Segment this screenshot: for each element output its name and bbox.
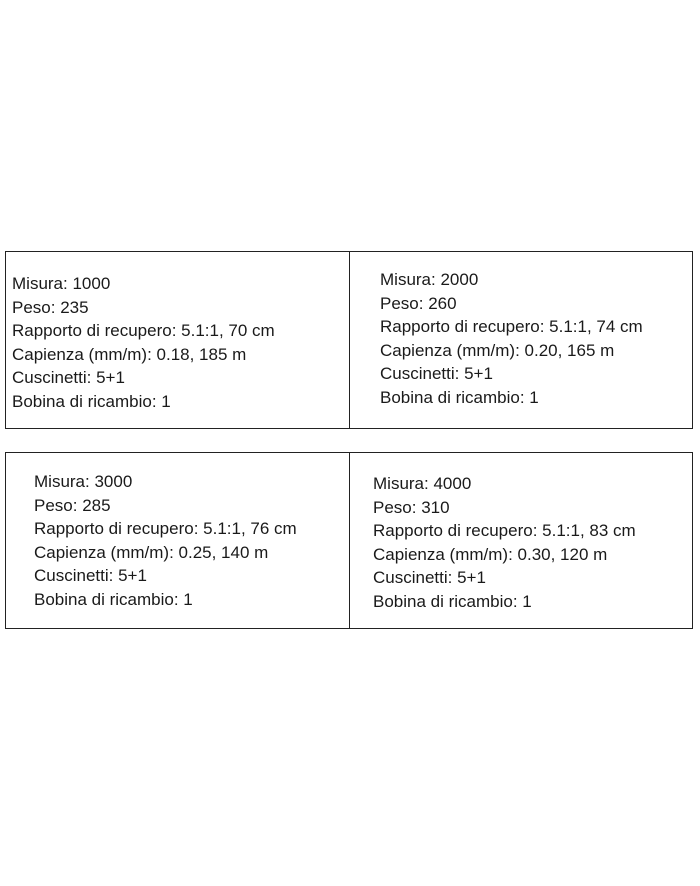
line-capacity-line: Capienza (mm/m): 0.30, 120 m <box>373 544 608 564</box>
spare-spool-line: Bobina di ricambio: 1 <box>373 591 532 611</box>
bearings-line: Cuscinetti: 5+1 <box>34 566 147 585</box>
line-capacity-line: Capienza (mm/m): 0.18, 185 m <box>12 344 247 364</box>
gear-ratio-line: Rapporto di recupero: 5.1:1, 76 cm <box>34 519 297 538</box>
bearings-line: Cuscinetti: 5+1 <box>373 568 486 587</box>
gear-ratio-line: Rapporto di recupero: 5.1:1, 74 cm <box>380 317 643 336</box>
size-line: Misura: 1000 <box>12 274 111 293</box>
line-capacity-line: Capienza (mm/m): 0.25, 140 m <box>34 542 269 562</box>
weight-line: Peso: 235 <box>12 297 89 317</box>
gear-ratio-line: Rapporto di recupero: 5.1:1, 83 cm <box>373 521 636 540</box>
spec-cell-size-4000 <box>350 453 692 628</box>
spec-list <box>373 472 636 613</box>
weight-line: Peso: 260 <box>380 293 457 313</box>
spec-list <box>380 268 643 409</box>
spec-cell-size-3000 <box>6 453 350 628</box>
gear-ratio-line: Rapporto di recupero: 5.1:1, 70 cm <box>12 321 275 340</box>
spec-cell-size-1000 <box>6 252 350 428</box>
size-line: Misura: 2000 <box>380 270 479 289</box>
spare-spool-line: Bobina di ricambio: 1 <box>12 391 171 411</box>
size-line: Misura: 3000 <box>34 472 133 491</box>
spec-table-1 <box>5 251 693 429</box>
weight-line: Peso: 310 <box>373 497 450 517</box>
bearings-line: Cuscinetti: 5+1 <box>12 368 125 387</box>
spec-table-2 <box>5 452 693 629</box>
spare-spool-line: Bobina di ricambio: 1 <box>380 387 539 407</box>
line-capacity-line: Capienza (mm/m): 0.20, 165 m <box>380 340 615 360</box>
bearings-line: Cuscinetti: 5+1 <box>380 364 493 383</box>
size-line: Misura: 4000 <box>373 474 472 493</box>
spare-spool-line: Bobina di ricambio: 1 <box>34 589 193 609</box>
spec-cell-size-2000 <box>350 252 692 428</box>
weight-line: Peso: 285 <box>34 495 111 515</box>
spec-list <box>34 470 297 611</box>
spec-list <box>12 272 275 413</box>
